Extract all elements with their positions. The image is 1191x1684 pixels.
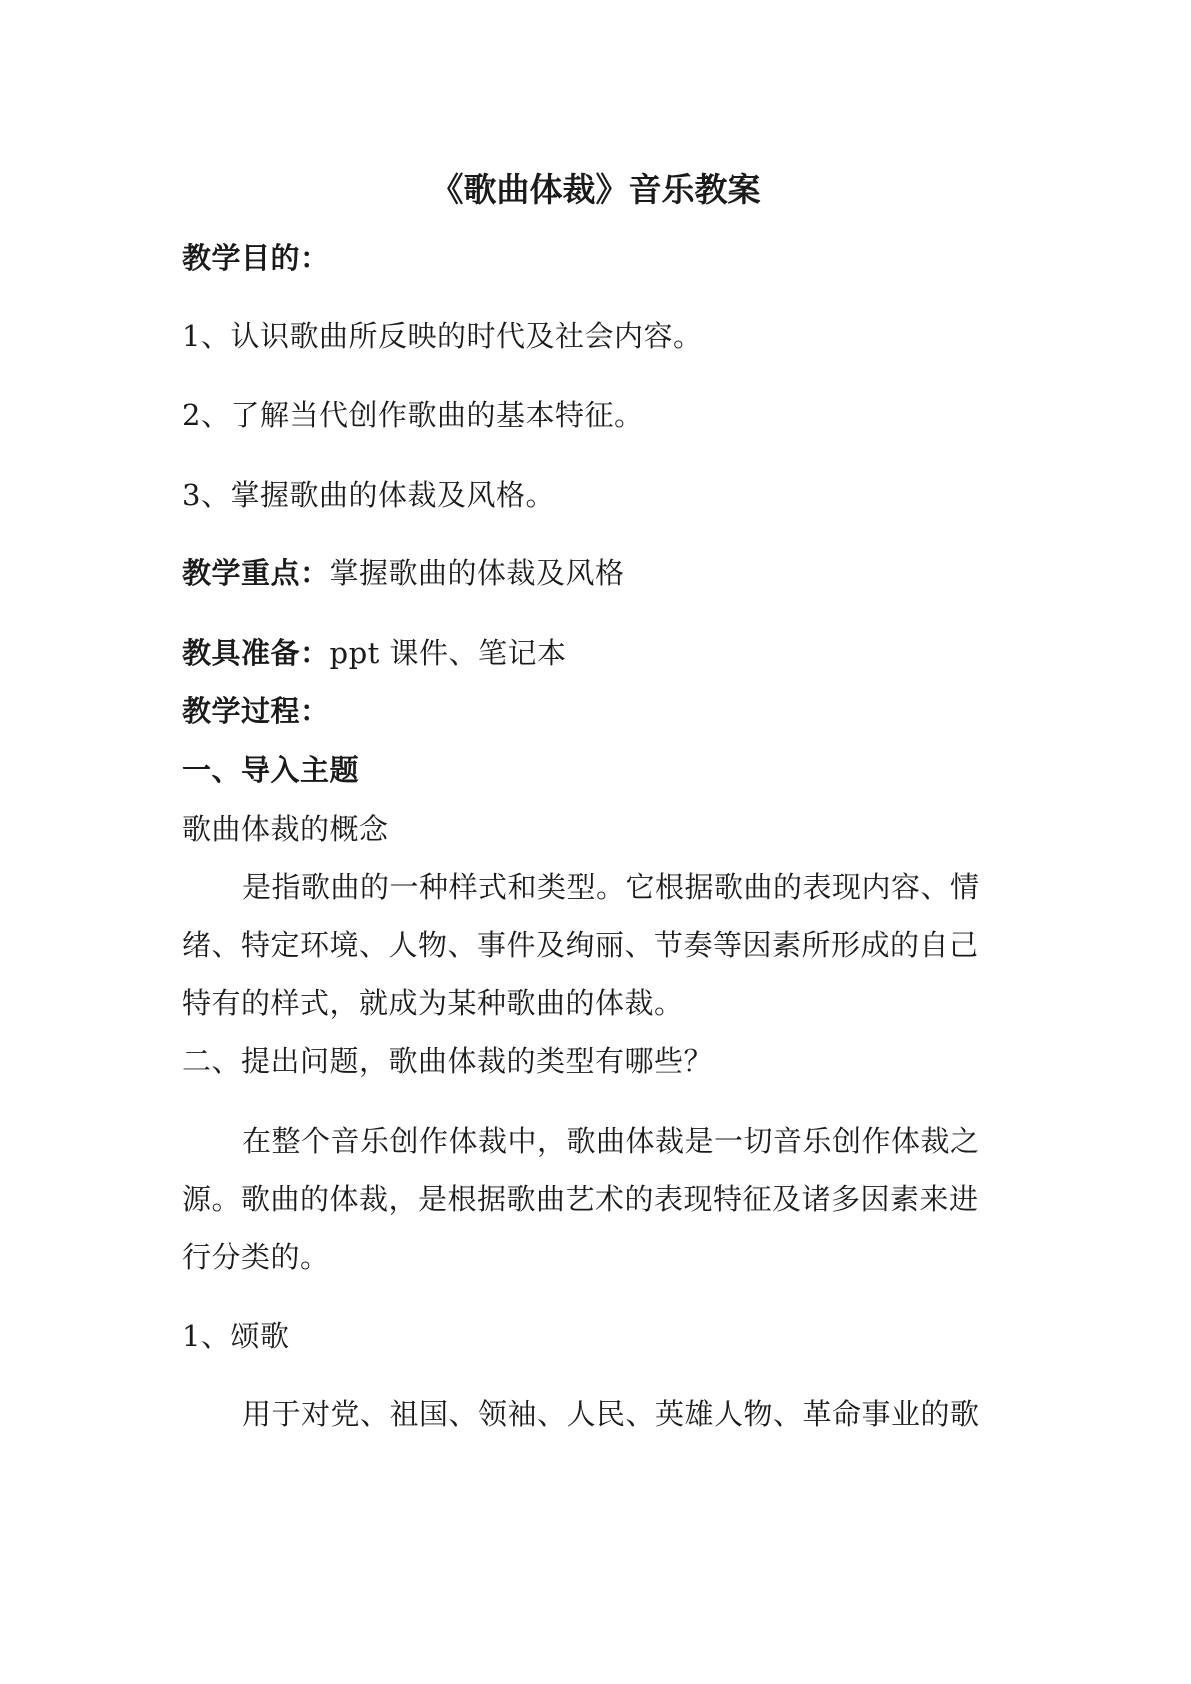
key-point-value: 掌握歌曲的体裁及风格 <box>329 556 625 590</box>
objective-heading: 教学目的： <box>182 241 330 275</box>
section2-paragraph-line: 源。歌曲的体裁，是根据歌曲艺术的表现特征及诸多因素来进 <box>182 1182 979 1216</box>
tools-value: ppt 课件、笔记本 <box>329 636 567 670</box>
section2-paragraph-line: 行分类的。 <box>182 1240 330 1274</box>
key-point-row <box>182 555 625 591</box>
objective-item: 2、了解当代创作歌曲的基本特征。 <box>182 398 644 432</box>
section2-paragraph-line: 在整个音乐创作体裁中，歌曲体裁是一切音乐创作体裁之 <box>242 1124 980 1158</box>
concept-heading: 歌曲体裁的概念 <box>182 812 389 846</box>
key-point-label: 教学重点： <box>182 556 330 590</box>
tools-label: 教具准备： <box>182 636 330 670</box>
concept-paragraph-line: 特有的样式，就成为某种歌曲的体裁。 <box>182 986 684 1020</box>
section2-heading: 二、提出问题，歌曲体裁的类型有哪些？ <box>182 1044 714 1078</box>
tools-row <box>182 635 567 671</box>
concept-paragraph-line: 绪、特定环境、人物、事件及绚丽、节奏等因素所形成的自己 <box>182 928 979 962</box>
item1-paragraph-line: 用于对党、祖国、领袖、人民、英雄人物、革命事业的歌 <box>242 1397 980 1431</box>
concept-paragraph-line: 是指歌曲的一种样式和类型。它根据歌曲的表现内容、情 <box>242 870 980 904</box>
item1-heading: 1、颂歌 <box>182 1319 290 1353</box>
process-heading: 教学过程： <box>182 694 330 728</box>
document-title: 《歌曲体裁》音乐教案 <box>430 170 761 209</box>
objective-item: 3、掌握歌曲的体裁及风格。 <box>182 478 555 512</box>
section1-heading: 一、导入主题 <box>182 753 360 787</box>
objective-item: 1、认识歌曲所反映的时代及社会内容。 <box>182 319 703 353</box>
